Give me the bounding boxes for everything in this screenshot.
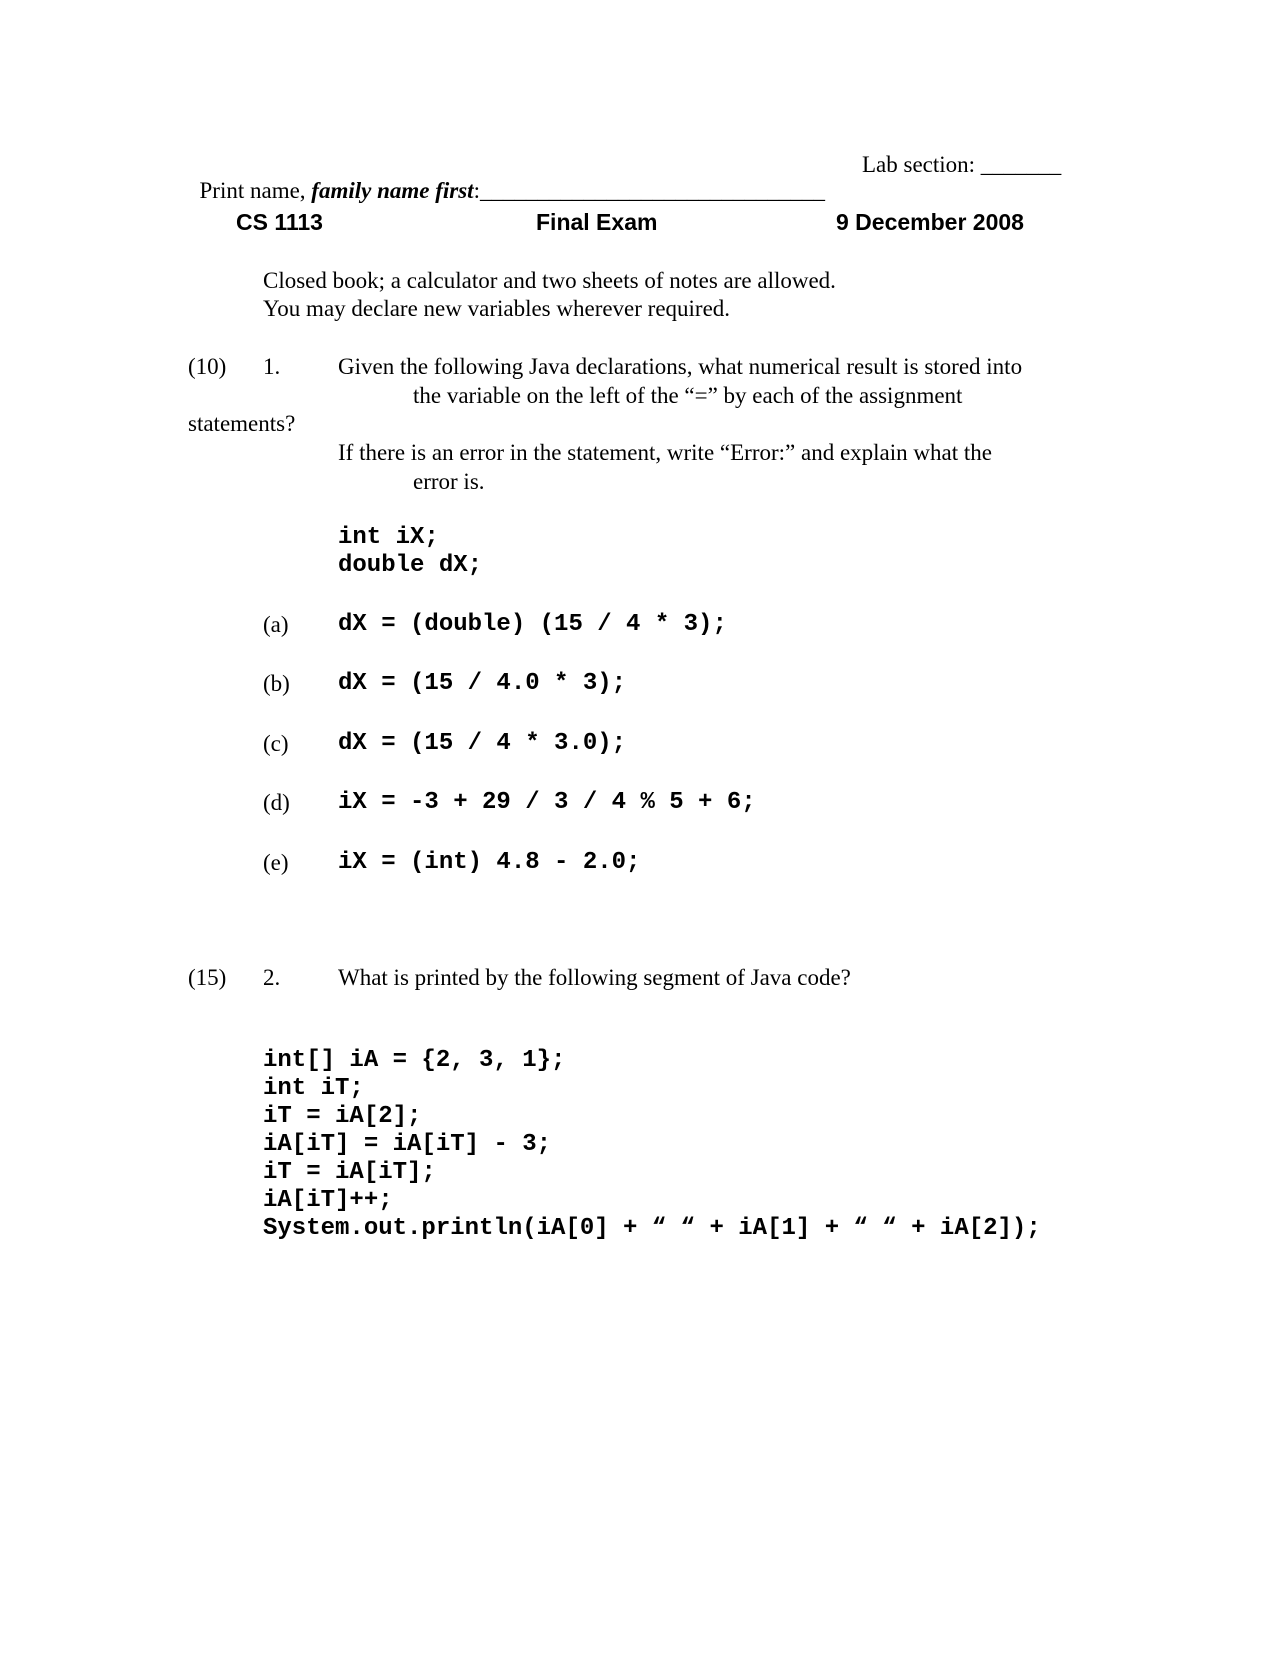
q2-code-line: iT = iA[iT]; — [263, 1159, 436, 1186]
q1-part-code: iX = (int) 4.8 - 2.0; — [338, 849, 641, 876]
exam-title: Final Exam — [536, 209, 658, 235]
q1-text: the variable on the left of the “=” by each of the assignment — [413, 383, 963, 408]
q2-code-line: int[] iA = {2, 3, 1}; — [263, 1047, 566, 1074]
q2-code-line: System.out.println(iA[0] + “ “ + iA[1] + “ “ + iA[2]); — [263, 1215, 1041, 1242]
q1-declaration: double dX; — [338, 552, 483, 579]
q2-code-line: int iT; — [263, 1075, 364, 1102]
q1-number: 1. — [263, 354, 281, 379]
q2-code-line: iA[iT]++; — [263, 1187, 393, 1214]
q1-text: If there is an error in the statement, write “Error:” and explain what the — [338, 440, 992, 465]
q2-code-line: iA[iT] = iA[iT] - 3; — [263, 1131, 552, 1158]
q1-part-label: (d) — [263, 790, 290, 815]
q2-points: (15) — [188, 965, 227, 990]
q1-text: error is. — [413, 469, 485, 494]
q1-text: statements? — [188, 411, 296, 436]
q1-part-label: (a) — [263, 612, 289, 637]
lab-section-line: Lab section: _______ — [862, 152, 1062, 177]
name-line — [188, 152, 825, 204]
instruction-line: You may declare new variables wherever required. — [263, 296, 731, 321]
q1-part-code: dX = (double) (15 / 4 * 3); — [338, 611, 727, 638]
q1-part-label: (c) — [263, 731, 289, 756]
q1-declaration: int iX; — [338, 524, 439, 551]
q1-part-label: (e) — [263, 850, 289, 875]
instruction-line: Closed book; a calculator and two sheets of notes are allowed. — [263, 268, 836, 293]
exam-date: 9 December 2008 — [836, 209, 1024, 235]
q1-part-code: iX = -3 + 29 / 3 / 4 % 5 + 6; — [338, 789, 756, 816]
q2-code-block — [263, 1019, 1041, 1271]
q1-points: (10) — [188, 354, 227, 379]
q2-number: 2. — [263, 965, 281, 990]
name-label: Print name, — [199, 178, 312, 203]
q1-part-label: (b) — [263, 671, 290, 696]
name-blank: :______________________________ — [473, 178, 825, 203]
q2-text: What is printed by the following segment of Java code? — [338, 965, 851, 990]
q1-text: Given the following Java declarations, what numerical result is stored into — [338, 354, 1023, 379]
name-label-emphasis: family name first — [311, 178, 474, 203]
course-number: CS 1113 — [236, 209, 323, 235]
q1-part-code: dX = (15 / 4 * 3.0); — [338, 730, 627, 757]
q2-code-line: iT = iA[2]; — [263, 1103, 422, 1130]
q1-part-code: dX = (15 / 4.0 * 3); — [338, 670, 627, 697]
